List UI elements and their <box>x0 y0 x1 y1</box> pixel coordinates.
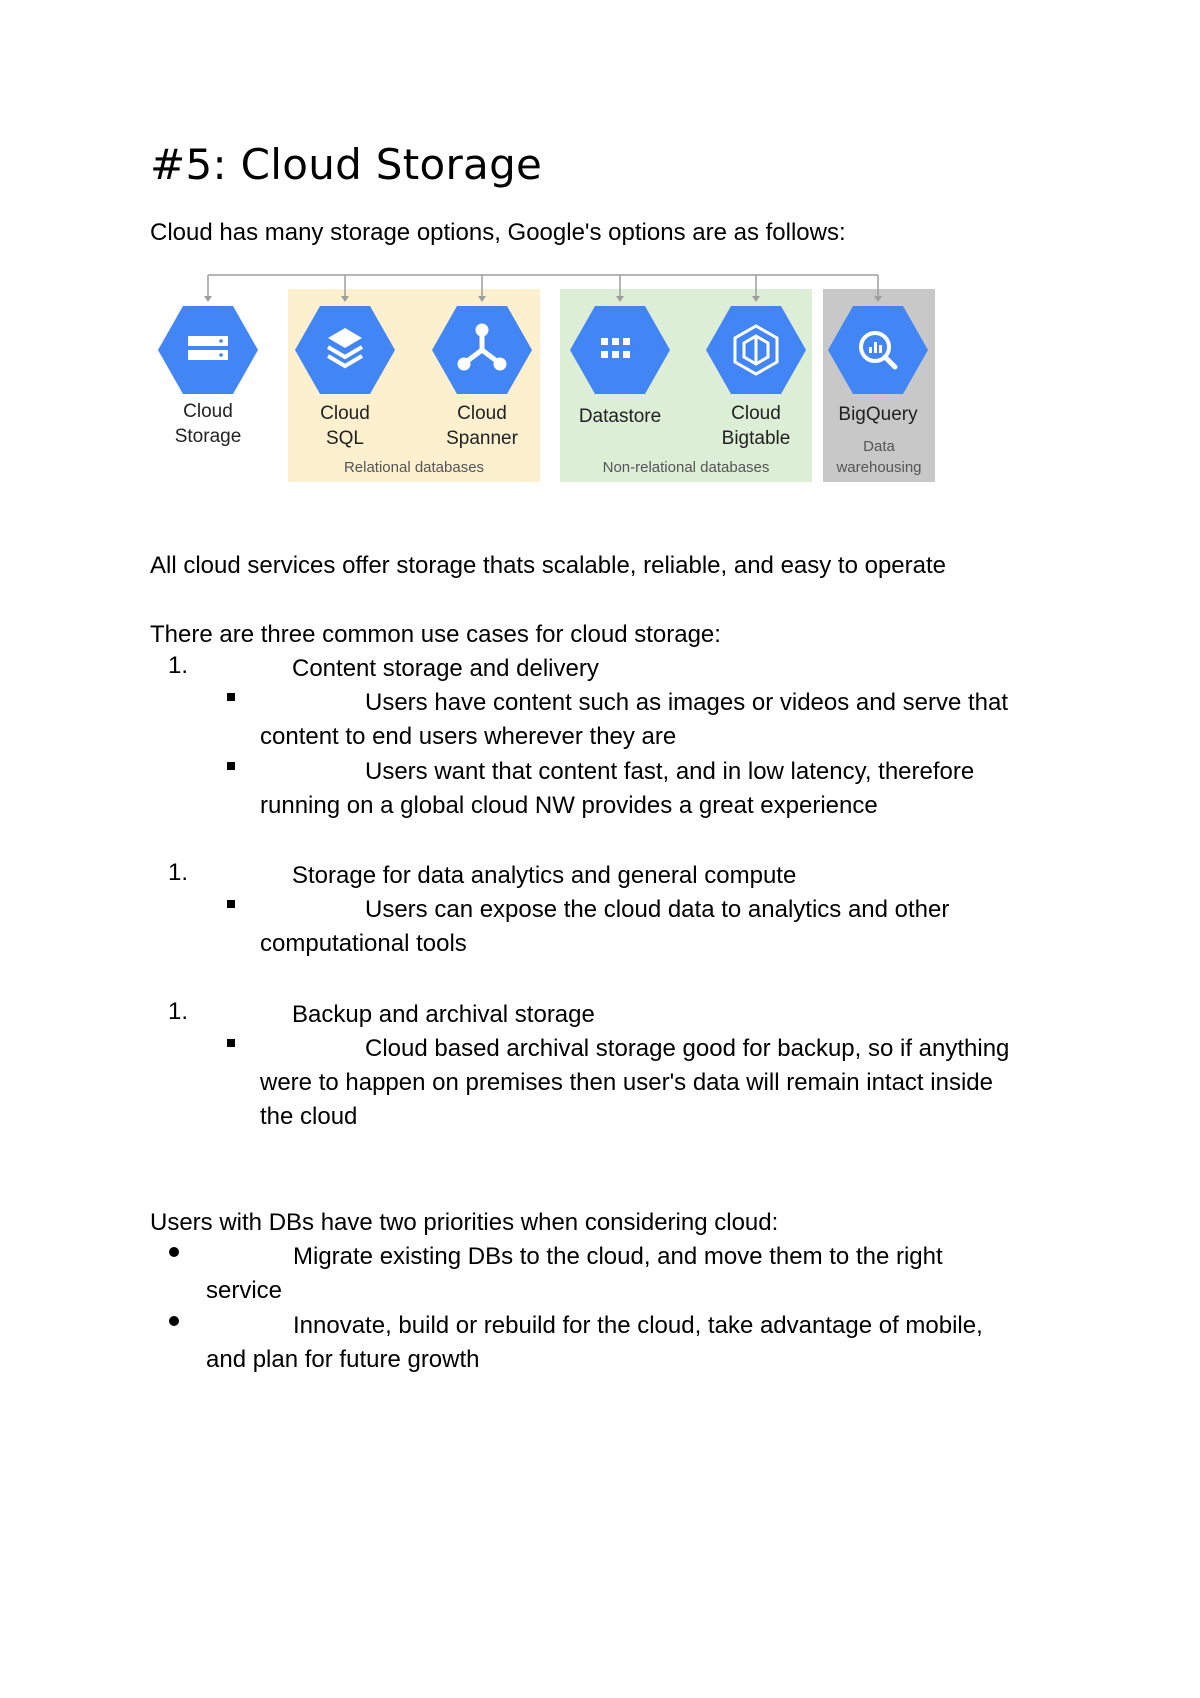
bullet-square <box>227 1039 235 1047</box>
bullet-text: Users can expose the cloud data to analytics and other <box>365 896 950 923</box>
bullet-square <box>227 900 235 908</box>
product-label-cloud-bigtable-2: Bigtable <box>721 428 791 449</box>
use-case-number: 1. <box>168 859 189 886</box>
use-case-title: Storage for data analytics and general compute <box>292 862 797 889</box>
bullet-dot <box>169 1247 179 1257</box>
priority-text: Innovate, build or rebuild for the cloud, take advantage of mobile, <box>293 1312 983 1339</box>
product-label-cloud-sql-1: Cloud <box>320 403 370 424</box>
bullet-text-continued: were to happen on premises then user's data will remain intact inside <box>260 1069 993 1096</box>
warehousing-group-label-1: Data <box>863 438 895 455</box>
product-label-cloud-bigtable-1: Cloud <box>731 403 781 424</box>
priority-text-continued: and plan for future growth <box>206 1346 480 1373</box>
bullet-text: Users have content such as images or videos and serve that <box>365 689 1009 716</box>
warehousing-group-label-2: warehousing <box>836 459 922 476</box>
use-case-title: Backup and archival storage <box>292 1001 595 1028</box>
product-label-cloud-spanner-1: Cloud <box>457 403 507 424</box>
product-label-cloud-storage-1: Cloud <box>183 401 233 422</box>
product-label-datastore: Datastore <box>578 406 662 427</box>
use-cases-intro: There are three common use cases for cloud storage: <box>150 621 721 648</box>
bullet-text-continued: running on a global cloud NW provides a great experience <box>260 792 878 819</box>
priority-text-continued: service <box>206 1277 283 1304</box>
use-case-number: 1. <box>168 652 189 679</box>
product-label-cloud-sql-2: SQL <box>325 428 365 449</box>
bullet-square <box>227 693 235 701</box>
storage-options-diagram <box>150 262 940 484</box>
bullet-square <box>227 762 235 770</box>
relational-group-label: Relational databases <box>343 459 485 476</box>
intro-text: Cloud has many storage options, Google's options are as follows: <box>150 219 846 246</box>
page-title: #5: Cloud Storage <box>150 140 543 189</box>
bullet-text-continued: computational tools <box>260 930 467 957</box>
priority-text: Migrate existing DBs to the cloud, and move them to the right <box>293 1243 943 1270</box>
bullet-text-continued: the cloud <box>260 1103 358 1130</box>
product-label-bigquery: BigQuery <box>838 404 918 425</box>
bullet-text: Cloud based archival storage good for backup, so if anything <box>365 1035 1010 1062</box>
nonrelational-group-label: Non-relational databases <box>602 459 770 476</box>
scalability-statement: All cloud services offer storage thats scalable, reliable, and easy to operate <box>150 552 947 579</box>
product-hexagons <box>158 306 928 394</box>
db-priorities-intro: Users with DBs have two priorities when considering cloud: <box>150 1209 779 1236</box>
use-case-title: Content storage and delivery <box>292 655 599 682</box>
bullet-text: Users want that content fast, and in low latency, therefore <box>365 758 975 785</box>
bullet-text-continued: content to end users wherever they are <box>260 723 677 750</box>
product-label-cloud-spanner-2: Spanner <box>446 428 518 449</box>
use-case-number: 1. <box>168 998 189 1025</box>
bullet-dot <box>169 1316 179 1326</box>
product-label-cloud-storage-2: Storage <box>174 426 242 447</box>
